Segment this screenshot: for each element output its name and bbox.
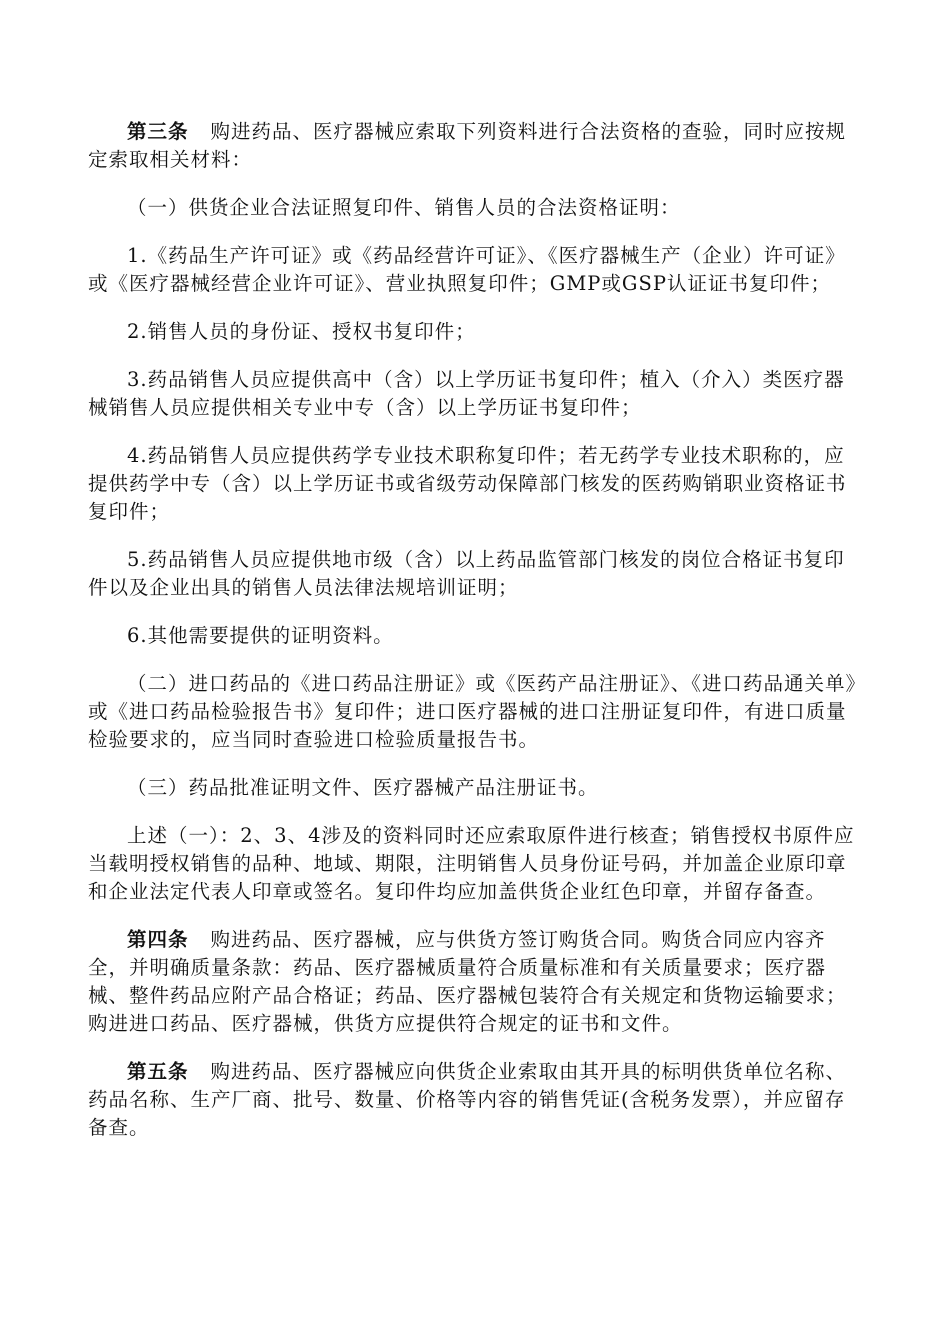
paragraph-text: 5.药品销售人员应提供地市级（含）以上药品监管部门核发的岗位合格证书复印件以及企业出具的销售人员法律法规培训证明； <box>88 548 845 599</box>
paragraph-text: 上述（一）：2、3、4涉及的资料同时还应索取原件进行核查；销售授权书原件应当载明授权销售的品种、地域、期限，注明销售人员身份证号码，并加盖企业原印章和企业法定代表人印章或签名。复印件均应加盖供货企业红色印章，并留存备查。 <box>88 824 855 903</box>
paragraph-text: 6.其他需要提供的证明资料。 <box>127 624 394 647</box>
paragraph-text: 购进药品、医疗器械，应与供货方签订购货合同。购货合同应内容齐全，并明确质量条款：药品、医疗器械质量符合质量标准和有关质量要求；医疗器械、整件药品应附产品合格证；药品、医疗器械包装符合有关规定和货物运输要求；购进进口药品、医疗器械，供货方应提供符合规定的证书和文件。 <box>88 928 847 1035</box>
article-heading: 第五条 <box>127 1060 189 1083</box>
item-6-paragraph <box>88 622 860 650</box>
paragraph-text: （一）供货企业合法证照复印件、销售人员的合法资格证明： <box>127 196 681 219</box>
paragraph-text: （二）进口药品的《进口药品注册证》或《医药产品注册证》、《进口药品通关单》或《进口药品检验报告书》复印件；进口医疗器械的进口注册证复印件，有进口质量检验要求的，应当同时查验进口检验质量报告书。 <box>88 672 857 751</box>
clause-2-paragraph <box>88 670 860 754</box>
article-5-paragraph <box>88 1058 860 1142</box>
clause-1-paragraph <box>88 194 860 222</box>
clause-3-paragraph <box>88 774 860 802</box>
paragraph-text: 购进药品、医疗器械应向供货企业索取由其开具的标明供货单位名称、药品名称、生产厂商、批号、数量、价格等内容的销售凭证(含税务发票），并应留存备查。 <box>88 1060 847 1139</box>
item-3-paragraph <box>88 366 860 422</box>
paragraph-text: 3.药品销售人员应提供高中（含）以上学历证书复印件；植入（介入）类医疗器械销售人员应提供相关专业中专（含）以上学历证书复印件； <box>88 368 845 419</box>
item-1-paragraph <box>88 242 860 298</box>
summary-paragraph <box>88 822 860 906</box>
item-2-paragraph <box>88 318 860 346</box>
item-5-paragraph <box>88 546 860 602</box>
paragraph-text: 购进药品、医疗器械应索取下列资料进行合法资格的查验，同时应按规定索取相关材料： <box>88 120 847 171</box>
article-3-paragraph <box>88 118 860 174</box>
paragraph-text: 1.《药品生产许可证》或《药品经营许可证》、《医疗器械生产（企业）许可证》或《医疗器械经营企业许可证》、营业执照复印件；GMP或GSP认证证书复印件； <box>88 244 846 295</box>
paragraph-text: 4.药品销售人员应提供药学专业技术职称复印件；若无药学专业技术职称的，应提供药学中专（含）以上学历证书或省级劳动保障部门核发的医药购销职业资格证书复印件； <box>88 444 847 523</box>
item-4-paragraph <box>88 442 860 526</box>
article-4-paragraph <box>88 926 860 1038</box>
document-body <box>88 118 860 1162</box>
article-heading: 第三条 <box>127 120 189 143</box>
paragraph-text: （三）药品批准证明文件、医疗器械产品注册证书。 <box>127 776 599 799</box>
paragraph-text: 2.销售人员的身份证、授权书复印件； <box>127 320 476 343</box>
article-heading: 第四条 <box>127 928 189 951</box>
